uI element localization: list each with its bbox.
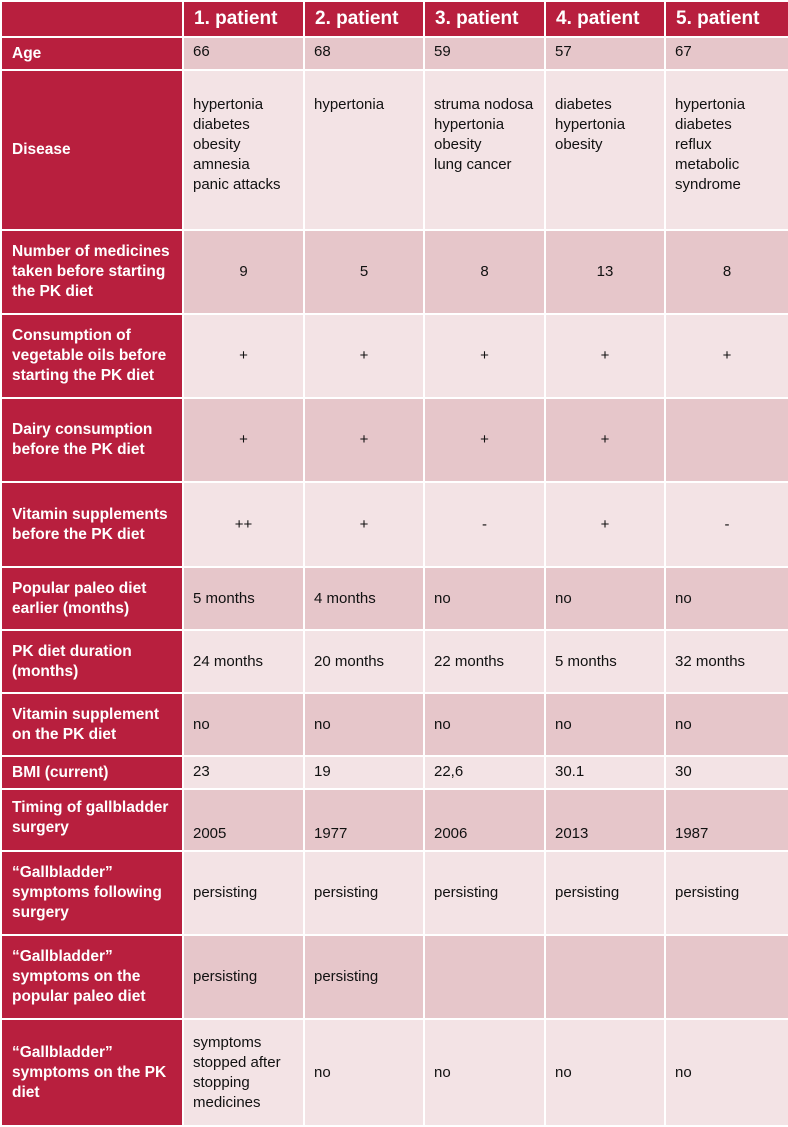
cell-dairy-2: + bbox=[304, 398, 424, 482]
row-label-dairy: Dairy consumption before the PK diet bbox=[1, 398, 183, 482]
cell-bmi-4: 30.1 bbox=[545, 756, 665, 789]
cell-vitamins-before-3: - bbox=[424, 482, 545, 567]
header-patient-2: 2. patient bbox=[304, 1, 424, 37]
cell-symptoms-paleo-4 bbox=[545, 935, 665, 1019]
row-vitamins-before bbox=[1, 482, 788, 567]
cell-vitamin-on-pk-5: no bbox=[665, 693, 788, 756]
cell-bmi-5: 30 bbox=[665, 756, 788, 789]
cell-symptoms-paleo-5 bbox=[665, 935, 788, 1019]
cell-gallbladder-surgery-4: 2013 bbox=[545, 789, 665, 851]
cell-disease-4: diabetes hypertonia obesity bbox=[545, 70, 665, 230]
row-disease bbox=[1, 70, 788, 230]
cell-medicines-5: 8 bbox=[665, 230, 788, 314]
cell-symptoms-after-surgery-1: persisting bbox=[183, 851, 304, 935]
cell-vitamin-on-pk-2: no bbox=[304, 693, 424, 756]
cell-dairy-5 bbox=[665, 398, 788, 482]
cell-medicines-1: 9 bbox=[183, 230, 304, 314]
row-symptoms-paleo bbox=[1, 935, 788, 1019]
row-symptoms-after-surgery bbox=[1, 851, 788, 935]
row-label-disease: Disease bbox=[1, 70, 183, 230]
cell-symptoms-pk-2: no bbox=[304, 1019, 424, 1126]
row-medicines bbox=[1, 230, 788, 314]
header-patient-5: 5. patient bbox=[665, 1, 788, 37]
header-patient-1: 1. patient bbox=[183, 1, 304, 37]
cell-age-3: 59 bbox=[424, 37, 545, 70]
cell-dairy-3: + bbox=[424, 398, 545, 482]
cell-bmi-3: 22,6 bbox=[424, 756, 545, 789]
cell-pk-duration-3: 22 months bbox=[424, 630, 545, 693]
cell-dairy-1: + bbox=[183, 398, 304, 482]
row-label-veg-oils: Consumption of vegetable oils before starting the PK diet bbox=[1, 314, 183, 398]
cell-symptoms-after-surgery-4: persisting bbox=[545, 851, 665, 935]
cell-pk-duration-2: 20 months bbox=[304, 630, 424, 693]
cell-paleo-earlier-3: no bbox=[424, 567, 545, 630]
cell-symptoms-after-surgery-5: persisting bbox=[665, 851, 788, 935]
row-label-symptoms-pk: “Gallbladder” symptoms on the PK diet bbox=[1, 1019, 183, 1126]
header-patient-4: 4. patient bbox=[545, 1, 665, 37]
cell-gallbladder-surgery-5: 1987 bbox=[665, 789, 788, 851]
row-bmi bbox=[1, 756, 788, 789]
cell-paleo-earlier-1: 5 months bbox=[183, 567, 304, 630]
row-label-bmi: BMI (current) bbox=[1, 756, 183, 789]
row-label-medicines: Number of medicines taken before starting the PK diet bbox=[1, 230, 183, 314]
cell-vitamin-on-pk-1: no bbox=[183, 693, 304, 756]
header-patient-3: 3. patient bbox=[424, 1, 545, 37]
cell-symptoms-pk-5: no bbox=[665, 1019, 788, 1126]
cell-age-1: 66 bbox=[183, 37, 304, 70]
row-gallbladder-surgery bbox=[1, 789, 788, 851]
row-label-symptoms-paleo: “Gallbladder” symptoms on the popular paleo diet bbox=[1, 935, 183, 1019]
row-age bbox=[1, 37, 788, 70]
cell-disease-5: hypertonia diabetes reflux metabolic syndrome bbox=[665, 70, 788, 230]
row-symptoms-pk bbox=[1, 1019, 788, 1126]
cell-symptoms-paleo-1: persisting bbox=[183, 935, 304, 1019]
row-label-symptoms-after-surgery: “Gallbladder” symptoms following surgery bbox=[1, 851, 183, 935]
cell-symptoms-paleo-3 bbox=[424, 935, 545, 1019]
cell-medicines-2: 5 bbox=[304, 230, 424, 314]
cell-veg-oils-3: + bbox=[424, 314, 545, 398]
cell-symptoms-paleo-2: persisting bbox=[304, 935, 424, 1019]
cell-pk-duration-4: 5 months bbox=[545, 630, 665, 693]
row-label-paleo-earlier: Popular paleo diet earlier (months) bbox=[1, 567, 183, 630]
cell-medicines-4: 13 bbox=[545, 230, 665, 314]
corner-cell bbox=[1, 1, 183, 37]
cell-gallbladder-surgery-2: 1977 bbox=[304, 789, 424, 851]
row-label-pk-duration: PK diet duration (months) bbox=[1, 630, 183, 693]
cell-vitamin-on-pk-3: no bbox=[424, 693, 545, 756]
cell-vitamins-before-4: + bbox=[545, 482, 665, 567]
cell-bmi-1: 23 bbox=[183, 756, 304, 789]
cell-vitamin-on-pk-4: no bbox=[545, 693, 665, 756]
row-vitamin-on-pk bbox=[1, 693, 788, 756]
row-paleo-earlier bbox=[1, 567, 788, 630]
cell-age-4: 57 bbox=[545, 37, 665, 70]
cell-bmi-2: 19 bbox=[304, 756, 424, 789]
cell-gallbladder-surgery-1: 2005 bbox=[183, 789, 304, 851]
cell-disease-2: hypertonia bbox=[304, 70, 424, 230]
cell-pk-duration-5: 32 months bbox=[665, 630, 788, 693]
cell-pk-duration-1: 24 months bbox=[183, 630, 304, 693]
cell-vitamins-before-5: - bbox=[665, 482, 788, 567]
cell-symptoms-after-surgery-2: persisting bbox=[304, 851, 424, 935]
cell-symptoms-after-surgery-3: persisting bbox=[424, 851, 545, 935]
row-label-vitamins-before: Vitamin supplements before the PK diet bbox=[1, 482, 183, 567]
cell-disease-1: hypertonia diabetes obesity amnesia panic attacks bbox=[183, 70, 304, 230]
row-label-gallbladder-surgery: Timing of gallbladder surgery bbox=[1, 789, 183, 851]
cell-veg-oils-1: + bbox=[183, 314, 304, 398]
cell-symptoms-pk-1: symptoms stopped after stopping medicines bbox=[183, 1019, 304, 1126]
cell-dairy-4: + bbox=[545, 398, 665, 482]
cell-symptoms-pk-3: no bbox=[424, 1019, 545, 1126]
row-label-vitamin-on-pk: Vitamin supplement on the PK diet bbox=[1, 693, 183, 756]
row-veg-oils bbox=[1, 314, 788, 398]
cell-vitamins-before-2: + bbox=[304, 482, 424, 567]
cell-disease-3: struma nodosa hypertonia obesity lung cancer bbox=[424, 70, 545, 230]
cell-age-5: 67 bbox=[665, 37, 788, 70]
cell-vitamins-before-1: ++ bbox=[183, 482, 304, 567]
cell-paleo-earlier-4: no bbox=[545, 567, 665, 630]
cell-age-2: 68 bbox=[304, 37, 424, 70]
cell-paleo-earlier-5: no bbox=[665, 567, 788, 630]
row-dairy bbox=[1, 398, 788, 482]
cell-veg-oils-5: + bbox=[665, 314, 788, 398]
cell-veg-oils-2: + bbox=[304, 314, 424, 398]
row-label-age: Age bbox=[1, 37, 183, 70]
cell-veg-oils-4: + bbox=[545, 314, 665, 398]
cell-medicines-3: 8 bbox=[424, 230, 545, 314]
cell-symptoms-pk-4: no bbox=[545, 1019, 665, 1126]
row-pk-duration bbox=[1, 630, 788, 693]
cell-paleo-earlier-2: 4 months bbox=[304, 567, 424, 630]
cell-gallbladder-surgery-3: 2006 bbox=[424, 789, 545, 851]
